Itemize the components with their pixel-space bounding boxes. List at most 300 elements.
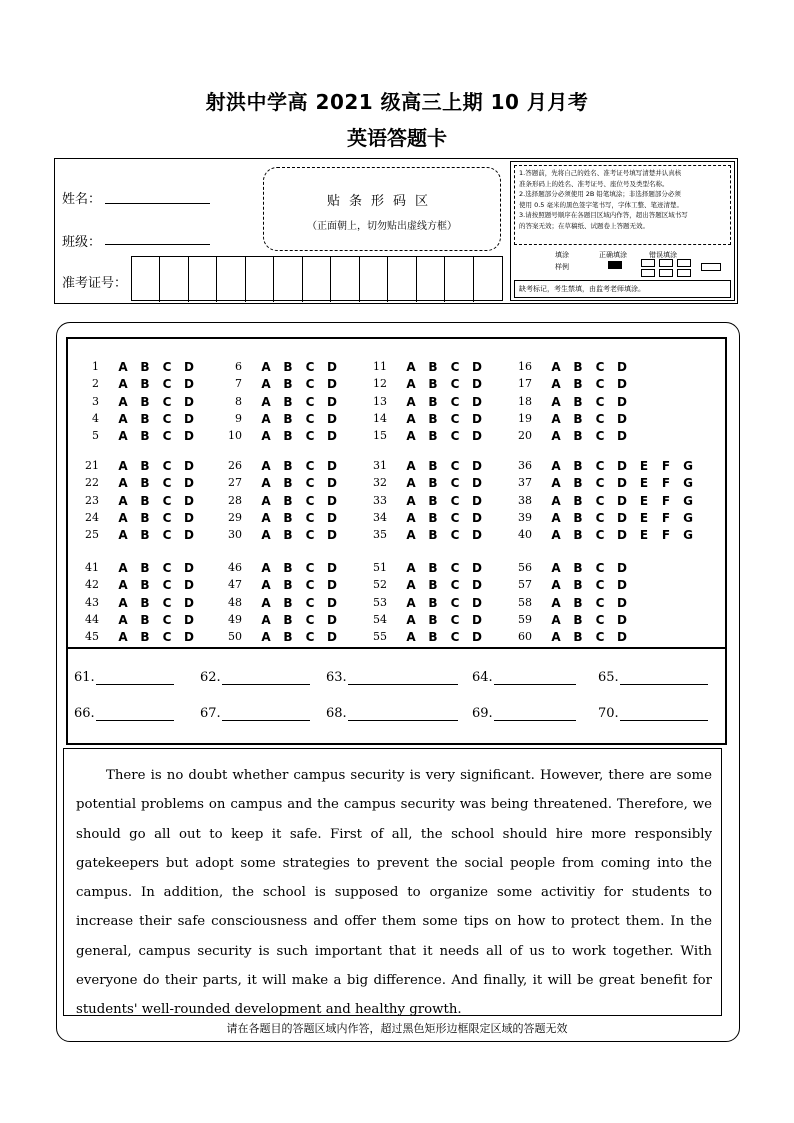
option-bubble-a[interactable]: A	[551, 429, 561, 444]
option-bubble-b[interactable]: B	[283, 630, 293, 645]
option-bubble-d[interactable]: D	[184, 561, 194, 575]
option-bubble-c[interactable]: C	[595, 476, 605, 491]
question-number: 48	[228, 595, 242, 609]
question-number: 26	[228, 459, 242, 472]
option-bubble-d[interactable]: D	[184, 476, 194, 491]
option-bubble-c[interactable]: C	[595, 612, 605, 627]
option-bubble-d[interactable]: D	[327, 510, 337, 525]
option-bubble-b[interactable]: B	[140, 578, 150, 593]
option-bubble-d[interactable]: D	[327, 360, 337, 374]
option-bubble-c[interactable]: C	[450, 360, 460, 374]
fill-blank-line[interactable]	[494, 709, 576, 721]
question-number: 2	[92, 377, 99, 391]
option-bubble-a[interactable]: A	[261, 476, 271, 491]
option-bubble-b[interactable]: B	[428, 561, 438, 575]
fill-blank[interactable]	[74, 670, 174, 685]
question-number: 29	[228, 510, 242, 524]
fill-blank-label: 66.	[74, 706, 95, 721]
option-bubble-d[interactable]: D	[327, 595, 337, 610]
option-bubble-b[interactable]: B	[428, 630, 438, 645]
option-bubble-a[interactable]: A	[551, 394, 561, 409]
option-bubble-g[interactable]: G	[683, 459, 693, 473]
option-bubble-d[interactable]: D	[617, 476, 627, 491]
option-bubble-a[interactable]: A	[406, 429, 416, 444]
option-bubble-d[interactable]: D	[184, 493, 194, 508]
option-bubble-c[interactable]: C	[595, 394, 605, 409]
option-bubble-g[interactable]: G	[683, 493, 693, 508]
option-bubble-c[interactable]: C	[450, 510, 460, 525]
option-bubble-a[interactable]: A	[406, 459, 416, 473]
option-bubble-c[interactable]: C	[162, 561, 172, 575]
option-bubble-c[interactable]: C	[305, 429, 315, 444]
option-bubble-b[interactable]: B	[140, 459, 150, 473]
option-bubble-b[interactable]: B	[428, 595, 438, 610]
option-bubble-a[interactable]: A	[261, 630, 271, 645]
fill-blank-line[interactable]	[96, 673, 174, 685]
question-number: 35	[373, 528, 387, 542]
option-bubble-c[interactable]: C	[305, 612, 315, 627]
option-bubble-b[interactable]: B	[283, 493, 293, 508]
option-bubble-a[interactable]: A	[551, 377, 561, 392]
option-bubble-c[interactable]: C	[595, 429, 605, 444]
fill-blank[interactable]	[472, 670, 576, 685]
option-bubble-d[interactable]: D	[327, 528, 337, 543]
option-bubble-a[interactable]: A	[406, 476, 416, 491]
option-bubble-c[interactable]: C	[305, 528, 315, 543]
option-bubble-d[interactable]: D	[327, 578, 337, 593]
option-bubble-d[interactable]: D	[472, 360, 482, 374]
option-bubble-c[interactable]: C	[450, 459, 460, 473]
option-bubble-d[interactable]: D	[472, 612, 482, 627]
option-bubble-a[interactable]: A	[118, 561, 128, 575]
option-bubble-d[interactable]: D	[472, 578, 482, 593]
question-number: 32	[373, 476, 387, 490]
question-number: 38	[518, 493, 532, 507]
option-bubble-e[interactable]: E	[639, 510, 649, 525]
option-bubble-b[interactable]: B	[283, 595, 293, 610]
option-bubble-c[interactable]: C	[595, 510, 605, 525]
option-bubble-b[interactable]: B	[573, 595, 583, 610]
option-bubble-b[interactable]: B	[428, 429, 438, 444]
option-bubble-a[interactable]: A	[118, 476, 128, 491]
option-bubble-c[interactable]: C	[450, 476, 460, 491]
option-bubble-d[interactable]: D	[617, 630, 627, 645]
option-bubble-d[interactable]: D	[184, 377, 194, 392]
option-bubble-c[interactable]: C	[162, 360, 172, 374]
option-bubble-g[interactable]: G	[683, 528, 693, 543]
option-bubble-b[interactable]: B	[573, 510, 583, 525]
option-bubble-g[interactable]: G	[683, 476, 693, 491]
option-bubble-b[interactable]: B	[140, 612, 150, 627]
fill-blank[interactable]	[200, 670, 310, 685]
option-bubble-b[interactable]: B	[573, 578, 583, 593]
option-bubble-d[interactable]: D	[472, 528, 482, 543]
option-bubble-c[interactable]: C	[595, 493, 605, 508]
option-bubble-a[interactable]: A	[261, 394, 271, 409]
option-bubble-d[interactable]: D	[472, 476, 482, 491]
option-bubble-c[interactable]: C	[305, 493, 315, 508]
option-bubble-a[interactable]: A	[261, 578, 271, 593]
fill-blank-line[interactable]	[620, 673, 708, 685]
option-bubble-b[interactable]: B	[140, 360, 150, 374]
option-bubble-b[interactable]: B	[283, 561, 293, 575]
footer-note: 请在各题目的答题区域内作答，超过黑色矩形边框限定区域的答题无效	[226, 1022, 568, 1035]
option-bubble-a[interactable]: A	[406, 595, 416, 610]
question-number: 49	[228, 612, 242, 626]
option-bubble-b[interactable]: B	[573, 493, 583, 508]
option-bubble-a[interactable]: A	[551, 578, 561, 593]
option-bubble-b[interactable]: B	[428, 476, 438, 491]
option-bubble-b[interactable]: B	[140, 377, 150, 392]
option-bubble-c[interactable]: C	[162, 377, 172, 392]
option-bubble-c[interactable]: C	[450, 411, 460, 426]
option-bubble-b[interactable]: B	[428, 510, 438, 525]
fill-blank[interactable]	[200, 706, 310, 721]
option-bubble-b[interactable]: B	[140, 493, 150, 508]
essay-box[interactable]	[63, 748, 722, 1016]
option-bubble-b[interactable]: B	[428, 612, 438, 627]
question-number: 58	[518, 595, 532, 609]
option-bubble-a[interactable]: A	[261, 493, 271, 508]
option-bubble-b[interactable]: B	[283, 429, 293, 444]
option-bubble-c[interactable]: C	[450, 630, 460, 645]
option-bubble-d[interactable]: D	[184, 612, 194, 627]
option-bubble-f[interactable]: F	[661, 459, 671, 473]
option-bubble-b[interactable]: B	[573, 377, 583, 392]
question-number: 43	[85, 595, 99, 609]
option-bubble-b[interactable]: B	[428, 578, 438, 593]
option-bubble-d[interactable]: D	[184, 411, 194, 426]
option-bubble-a[interactable]: A	[406, 528, 416, 543]
option-bubble-a[interactable]: A	[551, 411, 561, 426]
option-bubble-b[interactable]: B	[140, 510, 150, 525]
option-bubble-b[interactable]: B	[428, 459, 438, 473]
fill-blank-line[interactable]	[620, 709, 708, 721]
option-bubble-b[interactable]: B	[428, 394, 438, 409]
option-bubble-a[interactable]: A	[261, 510, 271, 525]
option-bubble-a[interactable]: A	[406, 578, 416, 593]
option-bubble-d[interactable]: D	[184, 459, 194, 473]
question-number: 60	[518, 630, 532, 644]
option-bubble-b[interactable]: B	[573, 394, 583, 409]
option-bubble-b[interactable]: B	[283, 578, 293, 593]
option-bubble-d[interactable]: D	[184, 630, 194, 645]
fill-blank-line[interactable]	[494, 673, 576, 685]
option-bubble-c[interactable]: C	[305, 411, 315, 426]
option-bubble-b[interactable]: B	[283, 476, 293, 491]
option-bubble-c[interactable]: C	[305, 459, 315, 473]
fill-blank-line[interactable]	[348, 673, 458, 685]
option-bubble-b[interactable]: B	[283, 612, 293, 627]
fill-blank[interactable]	[326, 670, 458, 685]
fill-blank-label: 64.	[472, 670, 493, 685]
fill-blank-line[interactable]	[348, 709, 458, 721]
option-bubble-a[interactable]: A	[551, 612, 561, 627]
option-bubble-c[interactable]: C	[305, 595, 315, 610]
fill-blank[interactable]	[598, 706, 708, 721]
option-bubble-a[interactable]: A	[406, 394, 416, 409]
option-bubble-c[interactable]: C	[305, 476, 315, 491]
option-bubble-b[interactable]: B	[428, 377, 438, 392]
option-bubble-d[interactable]: D	[327, 612, 337, 627]
option-bubble-a[interactable]: A	[406, 377, 416, 392]
option-bubble-a[interactable]: A	[406, 612, 416, 627]
option-bubble-a[interactable]: A	[261, 459, 271, 473]
option-bubble-d[interactable]: D	[327, 411, 337, 426]
option-bubble-a[interactable]: A	[118, 528, 128, 543]
option-bubble-d[interactable]: D	[472, 595, 482, 610]
option-bubble-c[interactable]: C	[595, 528, 605, 543]
option-bubble-a[interactable]: A	[406, 360, 416, 374]
option-bubble-d[interactable]: D	[184, 578, 194, 593]
option-bubble-c[interactable]: C	[595, 578, 605, 593]
option-bubble-d[interactable]: D	[617, 528, 627, 543]
option-bubble-d[interactable]: D	[327, 377, 337, 392]
option-bubble-c[interactable]: C	[595, 377, 605, 392]
option-bubble-b[interactable]: B	[573, 630, 583, 645]
option-bubble-a[interactable]: A	[118, 630, 128, 645]
option-bubble-b[interactable]: B	[283, 510, 293, 525]
option-bubble-d[interactable]: D	[184, 360, 194, 374]
option-bubble-d[interactable]: D	[617, 493, 627, 508]
question-number: 5	[92, 429, 99, 443]
option-bubble-a[interactable]: A	[261, 411, 271, 426]
option-bubble-a[interactable]: A	[261, 612, 271, 627]
option-bubble-a[interactable]: A	[551, 360, 561, 374]
fill-blank[interactable]	[326, 706, 458, 721]
option-bubble-a[interactable]: A	[118, 595, 128, 610]
option-bubble-d[interactable]: D	[327, 476, 337, 491]
option-bubble-d[interactable]: D	[327, 429, 337, 444]
option-bubble-b[interactable]: B	[140, 595, 150, 610]
option-bubble-a[interactable]: A	[406, 561, 416, 575]
option-bubble-d[interactable]: D	[617, 429, 627, 444]
option-bubble-c[interactable]: C	[595, 360, 605, 374]
option-bubble-d[interactable]: D	[472, 394, 482, 409]
option-bubble-b[interactable]: B	[573, 360, 583, 374]
option-bubble-c[interactable]: C	[450, 429, 460, 444]
option-bubble-b[interactable]: B	[573, 411, 583, 426]
option-bubble-a[interactable]: A	[118, 578, 128, 593]
option-bubble-d[interactable]: D	[472, 510, 482, 525]
option-bubble-d[interactable]: D	[472, 630, 482, 645]
option-bubble-b[interactable]: B	[283, 394, 293, 409]
option-bubble-d[interactable]: D	[617, 377, 627, 392]
option-bubble-d[interactable]: D	[617, 360, 627, 374]
option-bubble-c[interactable]: C	[162, 510, 172, 525]
option-bubble-b[interactable]: B	[573, 612, 583, 627]
option-bubble-d[interactable]: D	[184, 595, 194, 610]
option-bubble-a[interactable]: A	[406, 493, 416, 508]
option-bubble-b[interactable]: B	[428, 360, 438, 374]
option-bubble-d[interactable]: D	[327, 630, 337, 645]
option-bubble-b[interactable]: B	[140, 528, 150, 543]
option-bubble-a[interactable]: A	[551, 493, 561, 508]
option-bubble-a[interactable]: A	[551, 595, 561, 610]
option-bubble-a[interactable]: A	[551, 510, 561, 525]
option-bubble-b[interactable]: B	[140, 411, 150, 426]
option-bubble-c[interactable]: C	[162, 528, 172, 543]
fill-blank[interactable]	[74, 706, 174, 721]
fill-blank-line[interactable]	[222, 673, 310, 685]
option-bubble-d[interactable]: D	[327, 459, 337, 473]
option-bubble-c[interactable]: C	[162, 493, 172, 508]
option-bubble-c[interactable]: C	[595, 561, 605, 575]
fill-blank[interactable]	[472, 706, 576, 721]
option-bubble-f[interactable]: F	[661, 493, 671, 508]
option-bubble-d[interactable]: D	[472, 459, 482, 473]
option-bubble-d[interactable]: D	[184, 394, 194, 409]
notice-line: 的答案无效；在草稿纸、试题卷上答题无效。	[519, 221, 649, 230]
fill-blank-label: 62.	[200, 670, 221, 685]
option-bubble-a[interactable]: A	[118, 459, 128, 473]
option-bubble-d[interactable]: D	[327, 493, 337, 508]
option-bubble-a[interactable]: A	[551, 476, 561, 491]
option-bubble-a[interactable]: A	[118, 612, 128, 627]
option-bubble-d[interactable]: D	[184, 528, 194, 543]
option-bubble-d[interactable]: D	[617, 612, 627, 627]
option-bubble-a[interactable]: A	[261, 595, 271, 610]
option-bubble-c[interactable]: C	[450, 578, 460, 593]
fill-blank[interactable]	[598, 670, 708, 685]
option-bubble-c[interactable]: C	[162, 578, 172, 593]
option-bubble-d[interactable]: D	[184, 429, 194, 444]
option-bubble-c[interactable]: C	[450, 561, 460, 575]
option-bubble-c[interactable]: C	[450, 394, 460, 409]
option-bubble-a[interactable]: A	[118, 360, 128, 374]
option-bubble-d[interactable]: D	[184, 510, 194, 525]
option-bubble-a[interactable]: A	[118, 411, 128, 426]
option-bubble-a[interactable]: A	[118, 429, 128, 444]
option-bubble-c[interactable]: C	[162, 429, 172, 444]
option-bubble-c[interactable]: C	[162, 630, 172, 645]
option-bubble-a[interactable]: A	[261, 429, 271, 444]
option-bubble-b[interactable]: B	[140, 630, 150, 645]
option-bubble-d[interactable]: D	[472, 493, 482, 508]
option-bubble-c[interactable]: C	[450, 612, 460, 627]
option-bubble-d[interactable]: D	[472, 561, 482, 575]
option-bubble-b[interactable]: B	[573, 561, 583, 575]
question-number: 16	[518, 360, 532, 373]
option-bubble-c[interactable]: C	[595, 459, 605, 473]
option-bubble-e[interactable]: E	[639, 476, 649, 491]
question-number: 46	[228, 561, 242, 574]
option-bubble-b[interactable]: B	[140, 429, 150, 444]
option-bubble-a[interactable]: A	[406, 510, 416, 525]
option-bubble-b[interactable]: B	[140, 561, 150, 575]
option-bubble-c[interactable]: C	[162, 476, 172, 491]
option-bubble-d[interactable]: D	[472, 411, 482, 426]
option-bubble-c[interactable]: C	[595, 411, 605, 426]
option-bubble-a[interactable]: A	[551, 528, 561, 543]
option-bubble-c[interactable]: C	[305, 360, 315, 374]
option-bubble-c[interactable]: C	[305, 377, 315, 392]
option-bubble-f[interactable]: F	[661, 528, 671, 543]
option-bubble-d[interactable]: D	[472, 429, 482, 444]
option-bubble-c[interactable]: C	[595, 595, 605, 610]
wrong-label: 错误填涂	[649, 251, 677, 259]
option-bubble-a[interactable]: A	[261, 360, 271, 374]
option-bubble-a[interactable]: A	[551, 459, 561, 473]
fill-blank-line[interactable]	[96, 709, 174, 721]
option-bubble-d[interactable]: D	[617, 595, 627, 610]
option-bubble-c[interactable]: C	[595, 630, 605, 645]
question-number: 6	[235, 360, 242, 373]
option-bubble-a[interactable]: A	[406, 630, 416, 645]
option-bubble-g[interactable]: G	[683, 510, 693, 525]
option-bubble-d[interactable]: D	[327, 561, 337, 575]
option-bubble-a[interactable]: A	[118, 510, 128, 525]
option-bubble-c[interactable]: C	[305, 630, 315, 645]
option-bubble-e[interactable]: E	[639, 528, 649, 543]
option-bubble-b[interactable]: B	[428, 411, 438, 426]
option-bubble-c[interactable]: C	[450, 493, 460, 508]
option-bubble-b[interactable]: B	[573, 528, 583, 543]
option-bubble-b[interactable]: B	[283, 377, 293, 392]
notice-line: 2.选择题部分必须使用 2B 铅笔填涂；非选择题部分必须	[519, 190, 681, 198]
option-bubble-b[interactable]: B	[283, 459, 293, 473]
option-bubble-a[interactable]: A	[551, 630, 561, 645]
option-bubble-c[interactable]: C	[450, 595, 460, 610]
option-bubble-d[interactable]: D	[617, 578, 627, 593]
option-bubble-b[interactable]: B	[283, 411, 293, 426]
option-bubble-a[interactable]: A	[551, 561, 561, 575]
option-bubble-f[interactable]: F	[661, 510, 671, 525]
option-bubble-d[interactable]: D	[617, 561, 627, 575]
option-bubble-d[interactable]: D	[617, 394, 627, 409]
option-bubble-f[interactable]: F	[661, 476, 671, 491]
option-bubble-c[interactable]: C	[450, 377, 460, 392]
option-bubble-e[interactable]: E	[639, 459, 649, 473]
option-bubble-b[interactable]: B	[283, 528, 293, 543]
option-bubble-a[interactable]: A	[118, 493, 128, 508]
option-bubble-a[interactable]: A	[406, 411, 416, 426]
option-bubble-b[interactable]: B	[140, 394, 150, 409]
option-bubble-d[interactable]: D	[327, 394, 337, 409]
option-bubble-c[interactable]: C	[162, 459, 172, 473]
option-bubble-c[interactable]: C	[305, 510, 315, 525]
fill-blank-line[interactable]	[222, 709, 310, 721]
option-bubble-a[interactable]: A	[261, 528, 271, 543]
option-bubble-c[interactable]: C	[450, 528, 460, 543]
option-bubble-c[interactable]: C	[162, 612, 172, 627]
option-bubble-b[interactable]: B	[428, 493, 438, 508]
option-bubble-d[interactable]: D	[617, 510, 627, 525]
option-bubble-c[interactable]: C	[162, 595, 172, 610]
option-bubble-a[interactable]: A	[261, 377, 271, 392]
option-bubble-c[interactable]: C	[162, 411, 172, 426]
question-number: 3	[92, 394, 99, 408]
option-bubble-c[interactable]: C	[305, 561, 315, 575]
option-bubble-b[interactable]: B	[283, 360, 293, 374]
option-bubble-c[interactable]: C	[305, 578, 315, 593]
option-bubble-e[interactable]: E	[639, 493, 649, 508]
option-bubble-b[interactable]: B	[140, 476, 150, 491]
option-bubble-b[interactable]: B	[573, 476, 583, 491]
option-bubble-d[interactable]: D	[617, 411, 627, 426]
option-bubble-c[interactable]: C	[305, 394, 315, 409]
option-bubble-a[interactable]: A	[118, 377, 128, 392]
question-number: 57	[518, 578, 532, 592]
option-bubble-b[interactable]: B	[573, 429, 583, 444]
option-bubble-b[interactable]: B	[428, 528, 438, 543]
option-bubble-a[interactable]: A	[118, 394, 128, 409]
option-bubble-b[interactable]: B	[573, 459, 583, 473]
option-bubble-a[interactable]: A	[261, 561, 271, 575]
option-bubble-d[interactable]: D	[617, 459, 627, 473]
option-bubble-c[interactable]: C	[162, 394, 172, 409]
option-bubble-d[interactable]: D	[472, 377, 482, 392]
